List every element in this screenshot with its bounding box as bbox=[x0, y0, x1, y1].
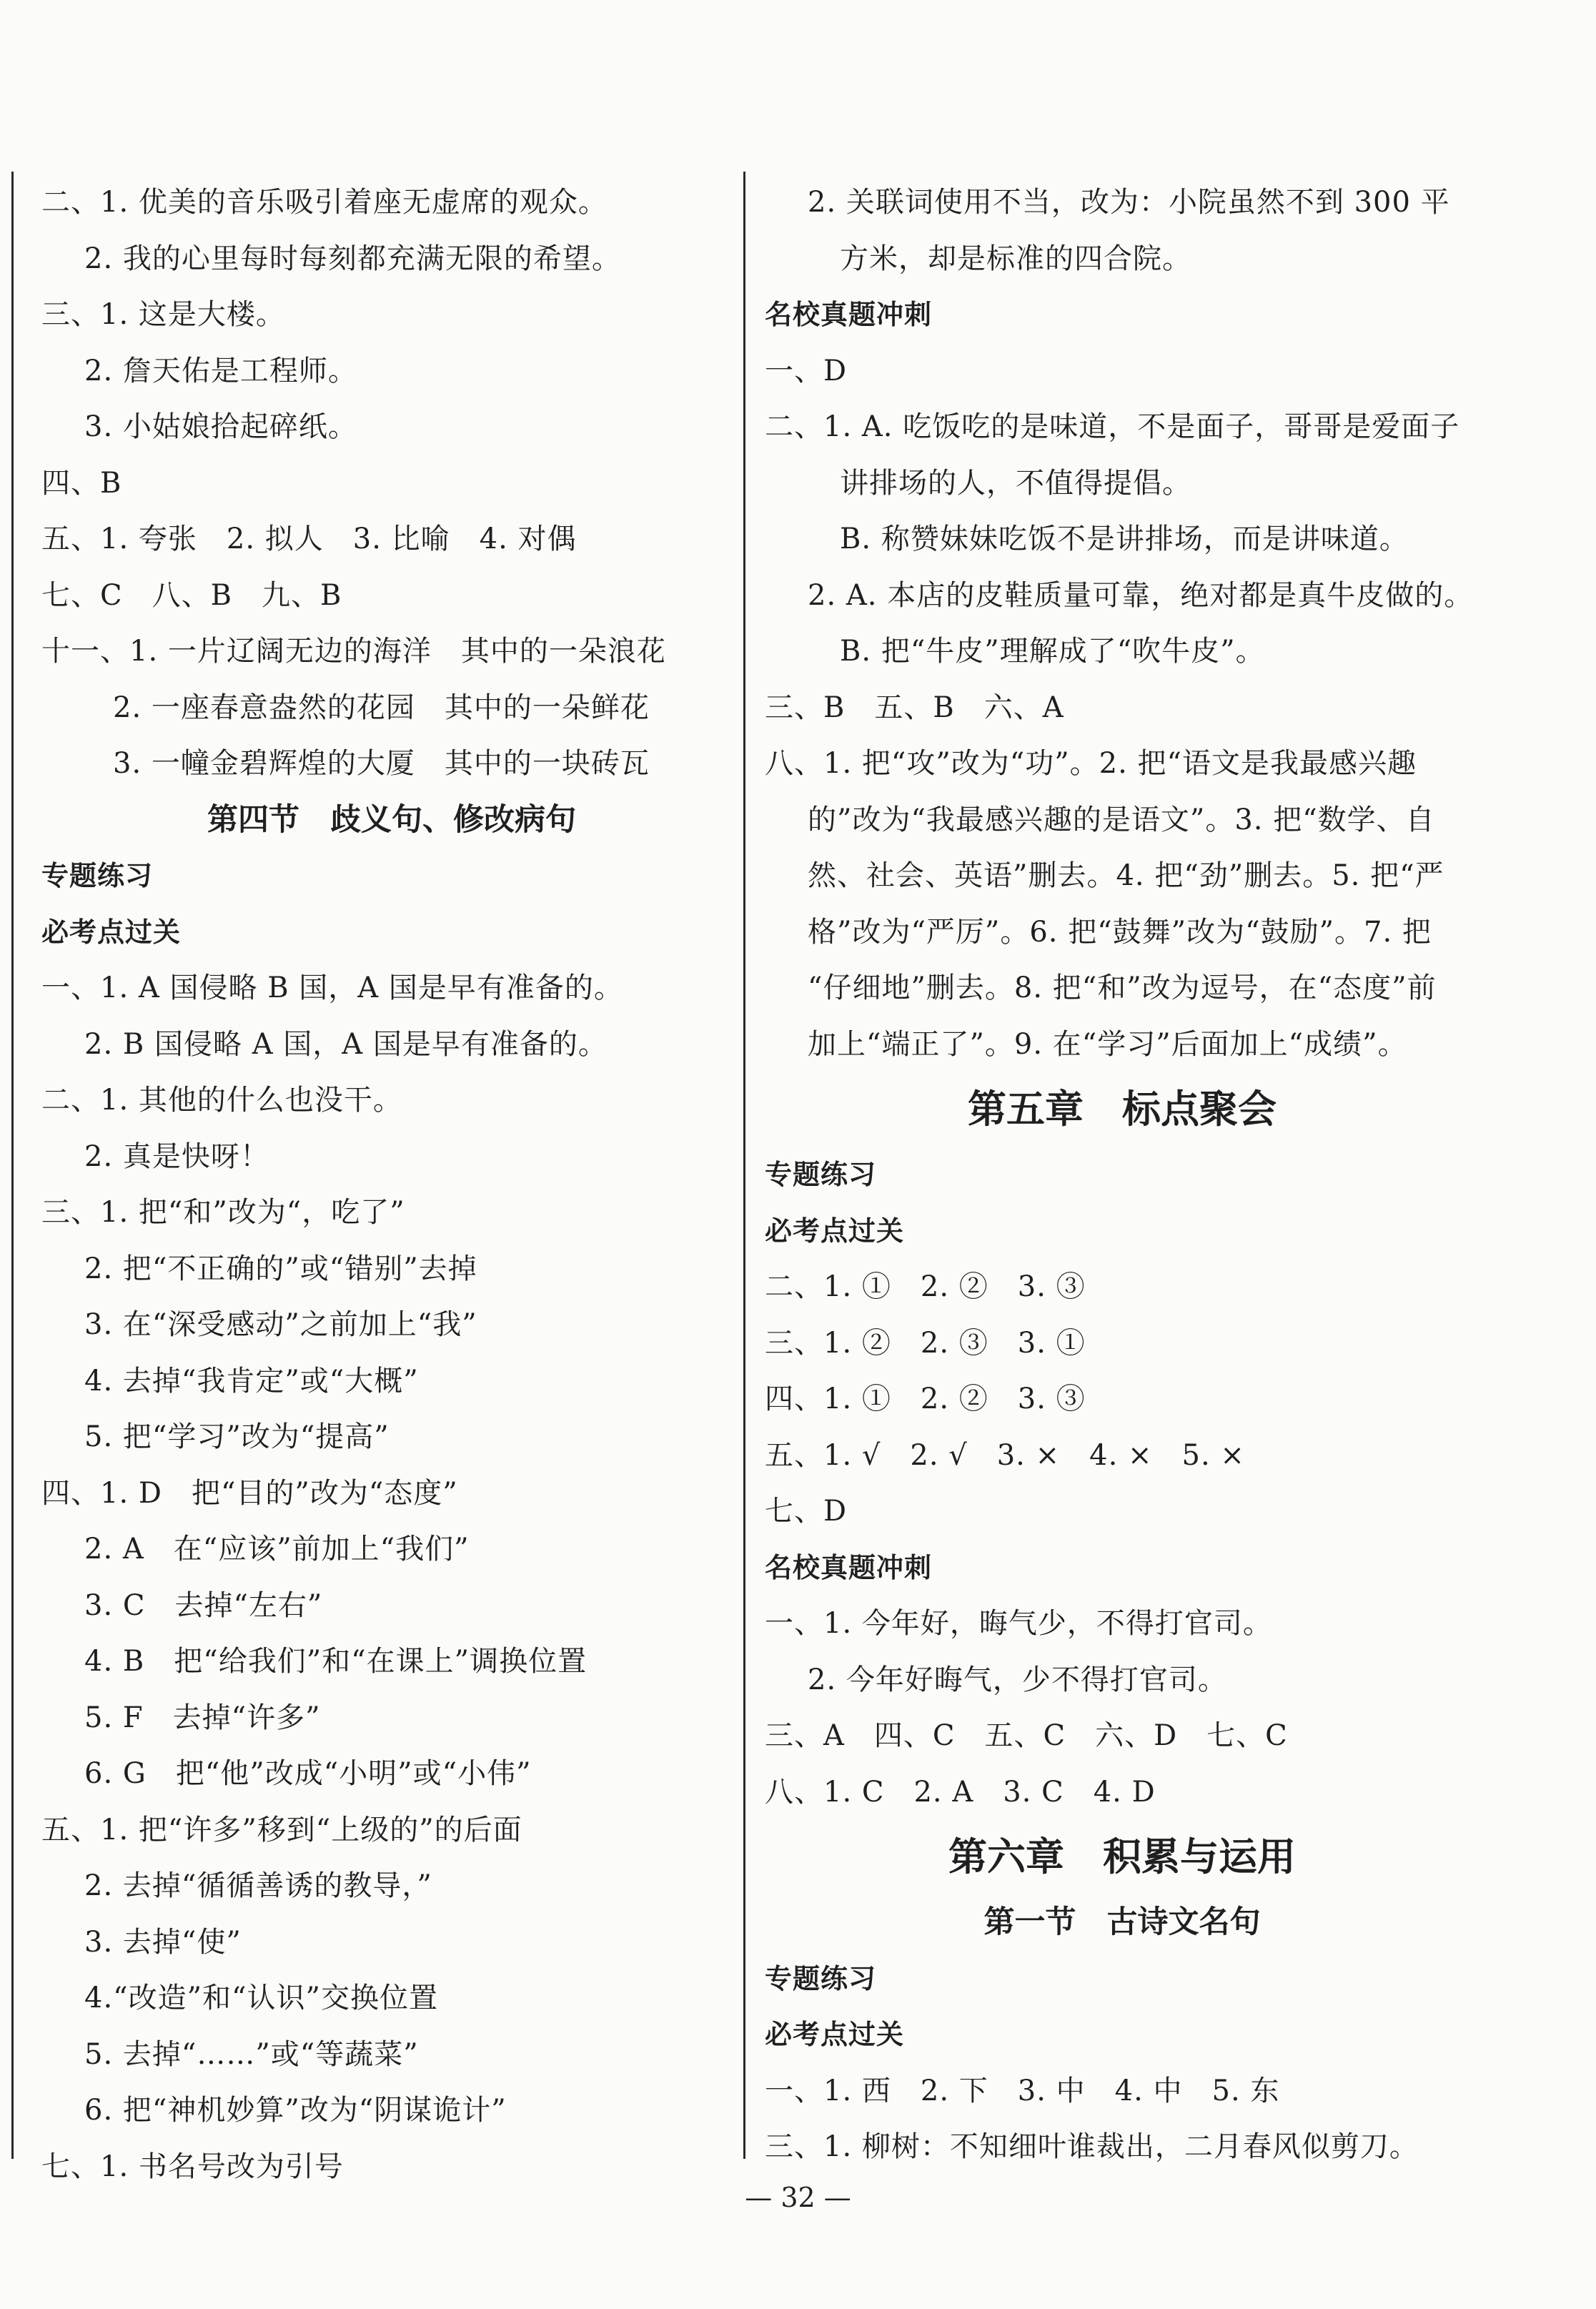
answer-line: 一、1. A 国侵略 B 国，A 国是早有准备的。 bbox=[41, 971, 623, 1004]
answer-line: 七、1. 书名号改为引号 bbox=[41, 2150, 344, 2183]
answer-line: 2. 真是快呀！ bbox=[84, 1139, 269, 1173]
answer-line: 2. B 国侵略 A 国，A 国是早有准备的。 bbox=[84, 1027, 608, 1061]
answer-line: 方米，却是标准的四合院。 bbox=[840, 242, 1191, 275]
left-column bbox=[41, 174, 742, 2195]
answer-line: 三、1. ② 2. ③ 3. ① bbox=[765, 1326, 1086, 1360]
answer-line: B. 称赞妹妹吃饭不是讲排场，而是讲味道。 bbox=[840, 523, 1409, 555]
answer-line: 三、1. 这是大楼。 bbox=[41, 298, 285, 331]
subsection-label: 必考点过关 bbox=[41, 916, 182, 948]
answer-line: 四、1. D 把“目的”改为“态度” bbox=[41, 1476, 458, 1510]
answer-line: 2. 今年好晦气，少不得打官司。 bbox=[808, 1663, 1227, 1696]
answer-line: 一、1. 今年好，晦气少，不得打官司。 bbox=[765, 1607, 1272, 1640]
answer-line: 3. 小姑娘拾起碎纸。 bbox=[84, 410, 357, 443]
subsection-label: 必考点过关 bbox=[765, 1215, 905, 1247]
answer-line: 3. 去掉“使” bbox=[84, 1925, 242, 1959]
answer-line: 2. A. 本店的皮鞋质量可靠，绝对都是真牛皮做的。 bbox=[808, 578, 1474, 612]
subsection-label: 必考点过关 bbox=[765, 2019, 905, 2050]
answer-line: B. 把“牛皮”理解成了“吹牛皮”。 bbox=[840, 635, 1265, 668]
answer-line: 七、D bbox=[765, 1495, 848, 1528]
column-divider bbox=[743, 172, 745, 2159]
page-number: — 32 — bbox=[745, 2182, 851, 2213]
chapter-heading: 第六章 积累与运用 bbox=[948, 1834, 1296, 1879]
answer-line: 五、1. 夸张 2. 拟人 3. 比喻 4. 对偶 bbox=[41, 523, 577, 555]
subsection-label: 专题练习 bbox=[765, 1159, 877, 1190]
answer-line: 五、1. √ 2. √ 3. × 4. × 5. × bbox=[765, 1438, 1245, 1472]
answer-line: 一、D bbox=[765, 354, 848, 387]
answer-line: 三、A 四、C 五、C 六、D 七、C bbox=[765, 1719, 1288, 1752]
answer-line: 加上“端正了”。9. 在“学习”后面加上“成绩”。 bbox=[808, 1027, 1407, 1061]
subsection-label: 专题练习 bbox=[41, 860, 154, 891]
answer-line: 的”改为“我最感兴趣的是语文”。3. 把“数学、自 bbox=[808, 803, 1435, 836]
answer-line: 4. 去掉“我肯定”或“大概” bbox=[84, 1364, 419, 1398]
answer-line: 二、1. A. 吃饭吃的是味道，不是面子，哥哥是爱面子 bbox=[765, 410, 1460, 443]
answer-line: 二、1. ① 2. ② 3. ③ bbox=[765, 1270, 1086, 1303]
answer-line: 3. 在“深受感动”之前加上“我” bbox=[84, 1308, 477, 1341]
answer-line: 6. G 把“他”改成“小明”或“小伟” bbox=[84, 1757, 532, 1790]
answer-line: 2. 把“不正确的”或“错别”去掉 bbox=[84, 1252, 477, 1285]
answer-line: 讲排场的人，不值得提倡。 bbox=[840, 466, 1191, 500]
answer-line: 4.“改造”和“认识”交换位置 bbox=[84, 1982, 438, 2014]
answer-line: 3. 一幢金碧辉煌的大厦 其中的一块砖瓦 bbox=[113, 747, 650, 780]
answer-line: 2. 詹天佑是工程师。 bbox=[84, 354, 357, 387]
right-column bbox=[765, 174, 1479, 2175]
answer-line: 5. 去掉“……”或“等蔬菜” bbox=[84, 2037, 419, 2071]
answer-line: 三、1. 柳树：不知细叶谁裁出，二月春风似剪刀。 bbox=[765, 2130, 1419, 2163]
section-heading: 第一节 古诗文名句 bbox=[983, 1904, 1261, 1940]
section-heading: 第四节 歧义句、修改病句 bbox=[207, 801, 576, 838]
answer-line: 七、C 八、B 九、B bbox=[41, 578, 342, 612]
answer-line: 2. 去掉“循循善诱的教导，” bbox=[84, 1869, 432, 1902]
answer-line: 八、1. 把“攻”改为“功”。2. 把“语文是我最感兴趣 bbox=[765, 747, 1417, 780]
answer-line: 二、1. 优美的音乐吸引着座无虚席的观众。 bbox=[41, 186, 608, 219]
answer-line: “仔细地”删去。8. 把“和”改为逗号，在“态度”前 bbox=[808, 971, 1437, 1004]
answer-line: 格”改为“严厉”。6. 把“鼓舞”改为“鼓励”。7. 把 bbox=[808, 915, 1432, 949]
answer-line: 5. F 去掉“许多” bbox=[84, 1701, 321, 1734]
answer-line: 三、1. 把“和”改为“，吃了” bbox=[41, 1196, 405, 1229]
answer-line: 然、社会、英语”删去。4. 把“劲”删去。5. 把“严 bbox=[808, 859, 1444, 892]
answer-line: 一、1. 西 2. 下 3. 中 4. 中 5. 东 bbox=[765, 2074, 1280, 2107]
answer-line: 三、B 五、B 六、A bbox=[765, 691, 1064, 724]
answer-line: 6. 把“神机妙算”改为“阴谋诡计” bbox=[84, 2094, 507, 2127]
answer-line: 2. 我的心里每时每刻都充满无限的希望。 bbox=[84, 242, 621, 275]
answer-line: 四、1. ① 2. ② 3. ③ bbox=[765, 1383, 1086, 1415]
answer-line: 八、1. C 2. A 3. C 4. D bbox=[765, 1775, 1156, 1809]
left-margin-rule bbox=[11, 172, 14, 2159]
subsection-label: 名校真题冲刺 bbox=[765, 299, 933, 330]
answer-line: 四、B bbox=[41, 466, 122, 500]
chapter-heading: 第五章 标点聚会 bbox=[968, 1087, 1277, 1132]
answer-line: 二、1. 其他的什么也没干。 bbox=[41, 1084, 402, 1117]
answer-line: 五、1. 把“许多”移到“上级的”的后面 bbox=[41, 1813, 522, 1846]
answer-line: 十一、1. 一片辽阔无边的海洋 其中的一朵浪花 bbox=[41, 635, 666, 668]
answer-line: 3. C 去掉“左右” bbox=[84, 1588, 323, 1622]
answer-line: 2. A 在“应该”前加上“我们” bbox=[84, 1533, 470, 1566]
answer-line: 4. B 把“给我们”和“在课上”调换位置 bbox=[84, 1645, 588, 1678]
answer-line: 2. 关联词使用不当，改为：小院虽然不到 300 平 bbox=[808, 186, 1450, 219]
answer-line: 5. 把“学习”改为“提高” bbox=[84, 1420, 390, 1453]
subsection-label: 专题练习 bbox=[765, 1962, 877, 1994]
answer-line: 2. 一座春意盎然的花园 其中的一朵鲜花 bbox=[113, 691, 650, 724]
subsection-label: 名校真题冲刺 bbox=[765, 1551, 933, 1583]
